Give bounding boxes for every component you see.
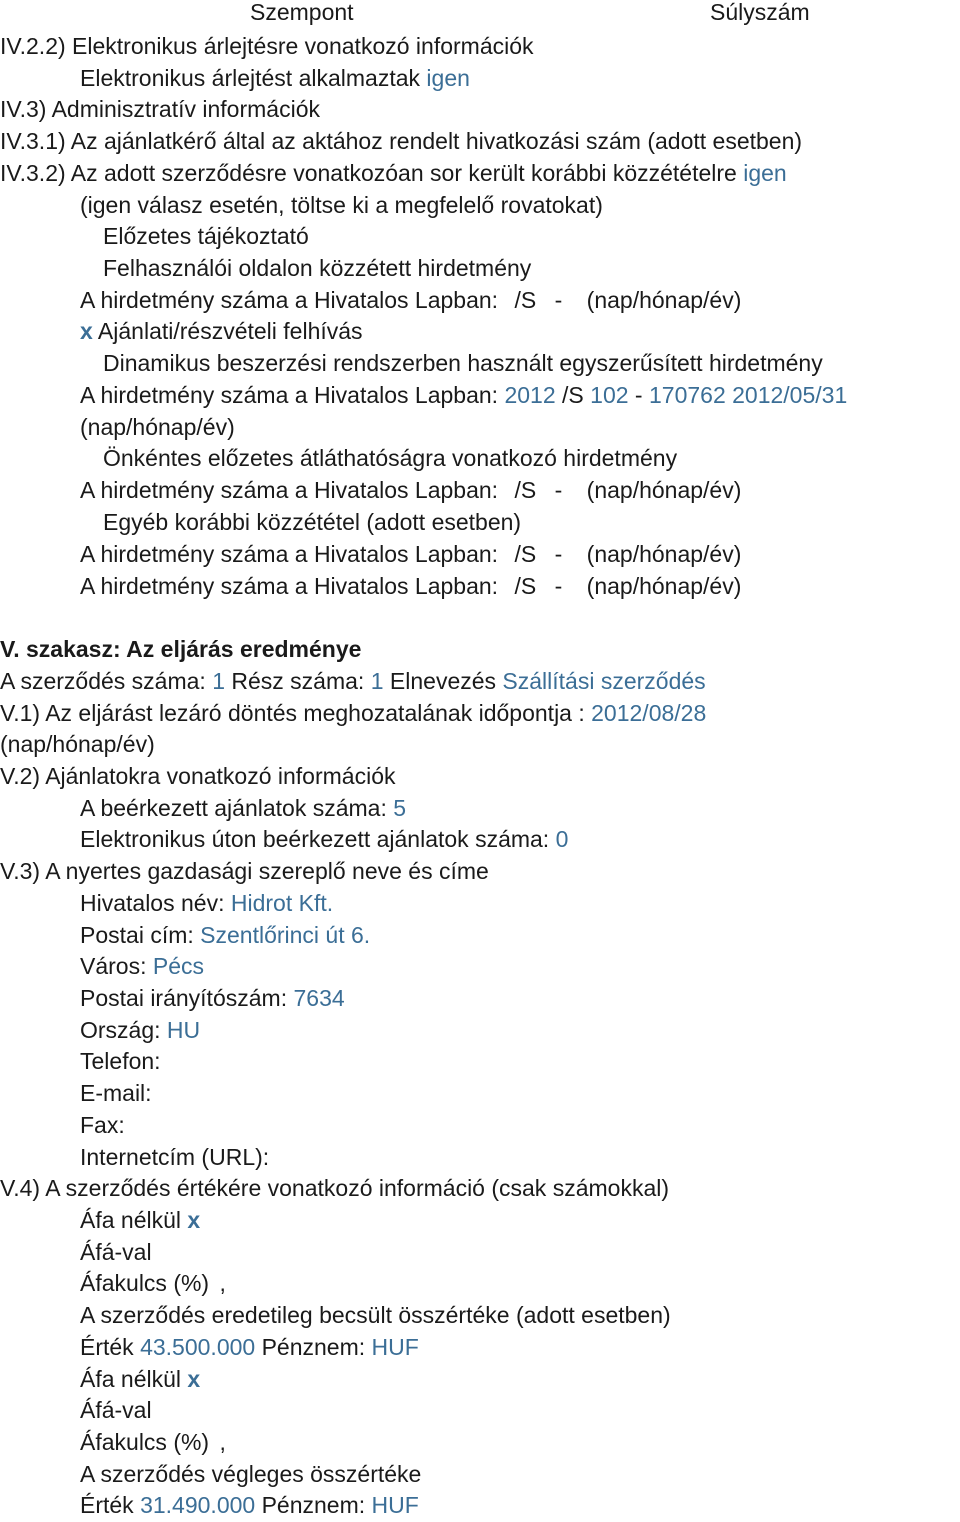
notice-label: A hirdetmény száma a Hivatalos Lapban: [80, 541, 499, 567]
notice-s: /S [514, 541, 537, 567]
contract-no-label: A szerződés száma: [0, 668, 206, 694]
iv-2-2-heading: IV.2.2) Elektronikus árlejtésre vonatkozó információk [0, 33, 534, 59]
city-line [80, 951, 204, 983]
v1-date-format: (nap/hónap/év) [0, 731, 155, 757]
url-label: Internetcím (URL): [80, 1144, 270, 1170]
notice-date-format: (nap/hónap/év) [586, 287, 742, 313]
auction-value: igen [426, 65, 470, 91]
oj-s-number: 102 [590, 382, 629, 408]
notice-s: /S [562, 382, 584, 408]
notice-date-format: (nap/hónap/év) [586, 541, 742, 567]
notice-s: /S [514, 287, 537, 313]
header-weight: Súlyszám [710, 0, 810, 25]
auction-label: Elektronikus árlejtést alkalmaztak [80, 65, 421, 91]
iv-3-2-line [0, 158, 787, 190]
phone-label: Telefon: [80, 1048, 161, 1074]
official-name-label: Hivatalos név: [80, 890, 225, 916]
zip-line [80, 983, 345, 1015]
value-label: Érték [80, 1492, 134, 1518]
contract-notice: Ajánlati/részvételi felhívás [97, 318, 363, 344]
notice-label: A hirdetmény száma a Hivatalos Lapban: [80, 382, 499, 408]
final-total-label: A szerződés végleges összértéke [80, 1461, 422, 1487]
initial-value: 43.500.000 [140, 1334, 256, 1360]
fill-note: (igen válasz esetén, töltse ki a megfelelő rovatokat) [80, 192, 603, 218]
iv-3-heading: IV.3) Adminisztratív információk [0, 96, 320, 122]
v1-label: V.1) Az eljárást lezáró döntés meghozatalának időpontja : [0, 700, 585, 726]
contract-notice-line [80, 316, 363, 348]
country-value: HU [166, 1017, 201, 1043]
notice-label: A hirdetmény száma a Hivatalos Lapban: [80, 477, 499, 503]
offers-value: 5 [393, 795, 407, 821]
name-label: Elnevezés [389, 668, 497, 694]
notice-date-format: (nap/hónap/év) [586, 573, 742, 599]
notice-label: A hirdetmény száma a Hivatalos Lapban: [80, 287, 499, 313]
zip-label: Postai irányítószám: [80, 985, 288, 1011]
notice-line-oj [80, 380, 847, 412]
vat-rate-comma: , [219, 1270, 226, 1296]
currency-label: Pénznem: [261, 1334, 366, 1360]
country-label: Ország: [80, 1017, 161, 1043]
notice-line-3 [80, 539, 741, 571]
notice-line-4 [80, 571, 741, 603]
contract-no: 1 [212, 668, 225, 694]
postal-value: Szentlőrinci út 6. [200, 922, 371, 948]
official-name: Hidrot Kft. [230, 890, 334, 916]
vat-incl-label: Áfá-val [80, 1239, 152, 1265]
prior-info: Előzetes tájékoztató [103, 223, 309, 249]
v4-heading: V.4) A szerződés értékére vonatkozó információ (csak számokkal) [0, 1175, 669, 1201]
contract-notice-mark: x [80, 318, 93, 344]
oj-date: 2012/05/31 [732, 382, 848, 408]
vat-excl-label: Áfa nélkül [80, 1366, 182, 1392]
name-value: Szállítási szerződés [502, 668, 706, 694]
notice-dash: - [554, 287, 563, 313]
initial-total-label: A szerződés eredetileg becsült összértéke (adott esetben) [80, 1302, 671, 1328]
notice-s: /S [514, 477, 537, 503]
fax-label: Fax: [80, 1112, 125, 1138]
oj-number: 170762 [648, 382, 726, 408]
header-criteria: Szempont [250, 0, 354, 25]
vat-excl-line-2 [80, 1364, 200, 1396]
e-offers-label: Elektronikus úton beérkezett ajánlatok száma: [80, 826, 550, 852]
city-label: Város: [80, 953, 147, 979]
lot-label: Rész száma: [231, 668, 365, 694]
vat-incl-label: Áfá-val [80, 1397, 152, 1423]
vat-rate-comma: , [219, 1429, 226, 1455]
offers-label: A beérkezett ajánlatok száma: [80, 795, 387, 821]
value-label: Érték [80, 1334, 134, 1360]
vat-excl-label: Áfa nélkül [80, 1207, 182, 1233]
vat-excl-line-1 [80, 1205, 200, 1237]
oj-year: 2012 [504, 382, 556, 408]
zip-value: 7634 [293, 985, 345, 1011]
final-value-line [80, 1490, 419, 1522]
offers-line [80, 793, 406, 825]
other-pub: Egyéb korábbi közzététel (adott esetben) [103, 509, 522, 535]
email-label: E-mail: [80, 1080, 152, 1106]
notice-date-format: (nap/hónap/év) [586, 477, 742, 503]
vat-rate-line-2 [80, 1427, 226, 1459]
notice-line-1 [80, 285, 741, 317]
currency-label: Pénznem: [261, 1492, 366, 1518]
iv-3-1-heading: IV.3.1) Az ajánlatkérő által az aktához rendelt hivatkozási szám (adott esetben) [0, 128, 803, 154]
notice-dash: - [554, 477, 563, 503]
vat-excl-mark: x [187, 1366, 201, 1392]
city-value: Pécs [152, 953, 205, 979]
auction-line [80, 63, 470, 95]
e-offers-value: 0 [555, 826, 569, 852]
postal-line [80, 920, 370, 952]
final-currency: HUF [371, 1492, 419, 1518]
vat-rate-label: Áfakulcs (%) [80, 1270, 210, 1296]
final-value: 31.490.000 [140, 1492, 256, 1518]
e-offers-line [80, 824, 568, 856]
oj-date-format: (nap/hónap/év) [80, 414, 235, 440]
buyer-profile: Felhasználói oldalon közzétett hirdetmény [103, 255, 532, 281]
iv-3-2-label: IV.3.2) Az adott szerződésre vonatkozóan sor került korábbi közzétételre [0, 160, 737, 186]
notice-dash: - [554, 573, 563, 599]
vat-excl-mark: x [187, 1207, 201, 1233]
v3-heading: V.3) A nyertes gazdasági szereplő neve és címe [0, 858, 489, 884]
voluntary: Önkéntes előzetes átláthatóságra vonatkozó hirdetmény [103, 445, 678, 471]
section-v-title: V. szakasz: Az eljárás eredménye [0, 636, 362, 662]
notice-line-2 [80, 475, 741, 507]
contract-line [0, 666, 706, 698]
v1-date: 2012/08/28 [591, 700, 707, 726]
country-line [80, 1015, 200, 1047]
v2-heading: V.2) Ajánlatokra vonatkozó információk [0, 763, 396, 789]
vat-rate-label: Áfakulcs (%) [80, 1429, 210, 1455]
iv-3-2-value: igen [743, 160, 787, 186]
v1-line [0, 698, 706, 730]
notice-s: /S [514, 573, 537, 599]
initial-value-line [80, 1332, 419, 1364]
lot-no: 1 [370, 668, 384, 694]
vat-rate-line-1 [80, 1268, 226, 1300]
postal-label: Postai cím: [80, 922, 194, 948]
dps: Dinamikus beszerzési rendszerben használt egyszerűsített hirdetmény [103, 350, 823, 376]
initial-currency: HUF [371, 1334, 419, 1360]
notice-dash: - [554, 541, 563, 567]
official-name-line [80, 888, 333, 920]
notice-dash: - [634, 382, 643, 408]
notice-label: A hirdetmény száma a Hivatalos Lapban: [80, 573, 499, 599]
